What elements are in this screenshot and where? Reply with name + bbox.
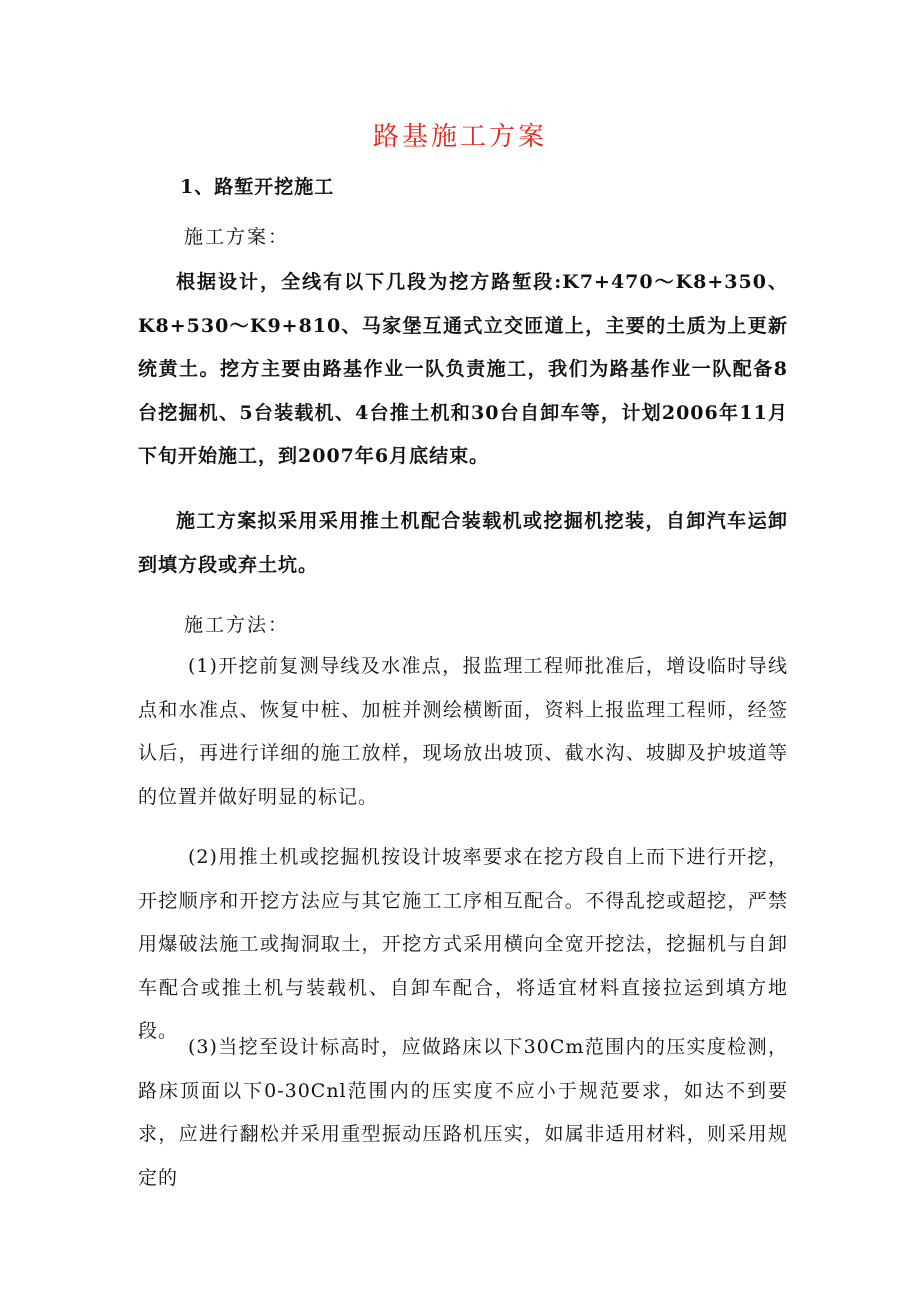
method-item-2: (2)用推土机或挖掘机按设计坡率要求在挖方段自上而下进行开挖，开挖顺序和开挖方法应与其它施工工序相互配合。不得乱挖或超挖，严禁用爆破法施工或掏洞取土，开挖方式采用横向全宽开挖法，挖掘机与自卸车配合或推土机与装载机、自卸车配合，将适宜材料直接拉运到填方地段。: [138, 846, 788, 1042]
plan-paragraph-2: 施工方案拟采用采用推土机配合装载机或挖掘机挖装，自卸汽车运卸到填方段或弃土坑。: [138, 510, 788, 576]
plan-label: 施工方案：: [184, 226, 290, 248]
page-title: 路基施工方案: [372, 122, 547, 152]
method-item-3: (3)当挖至设计标高时，应做路床以下30Cm范围内的压实度检测，路床顶面以下0-30Cnl范围内的压实度不应小于规范要求，如达不到要求，应进行翻松并采用重型振动压路机压实，如属非适用材料，则采用规定的: [138, 1036, 788, 1189]
section-heading: 1、路堑开挖施工: [180, 176, 335, 198]
method-item-1: (1)开挖前复测导线及水准点，报监理工程师批准后，增设临时导线点和水准点、恢复中桩、加桩并测绘横断面，资料上报监理工程师，经签认后，再进行详细的施工放样，现场放出坡顶、截水沟、坡脚及护坡道等的位置并做好明显的标记。: [138, 655, 788, 808]
method-label: 施工方法：: [184, 614, 290, 636]
plan-paragraph-1: 根据设计，全线有以下几段为挖方路堑段:K7+470～K8+350、K8+530～K9+810、马家堡互通式立交匝道上，主要的土质为上更新统黄土。挖方主要由路基作业一队负责施工，我们为路基作业一队配备8台挖掘机、5台装载机、4台推土机和30台自卸车等，计划2006年11月下旬开始施工，到2007年6月底结束。: [138, 271, 788, 467]
